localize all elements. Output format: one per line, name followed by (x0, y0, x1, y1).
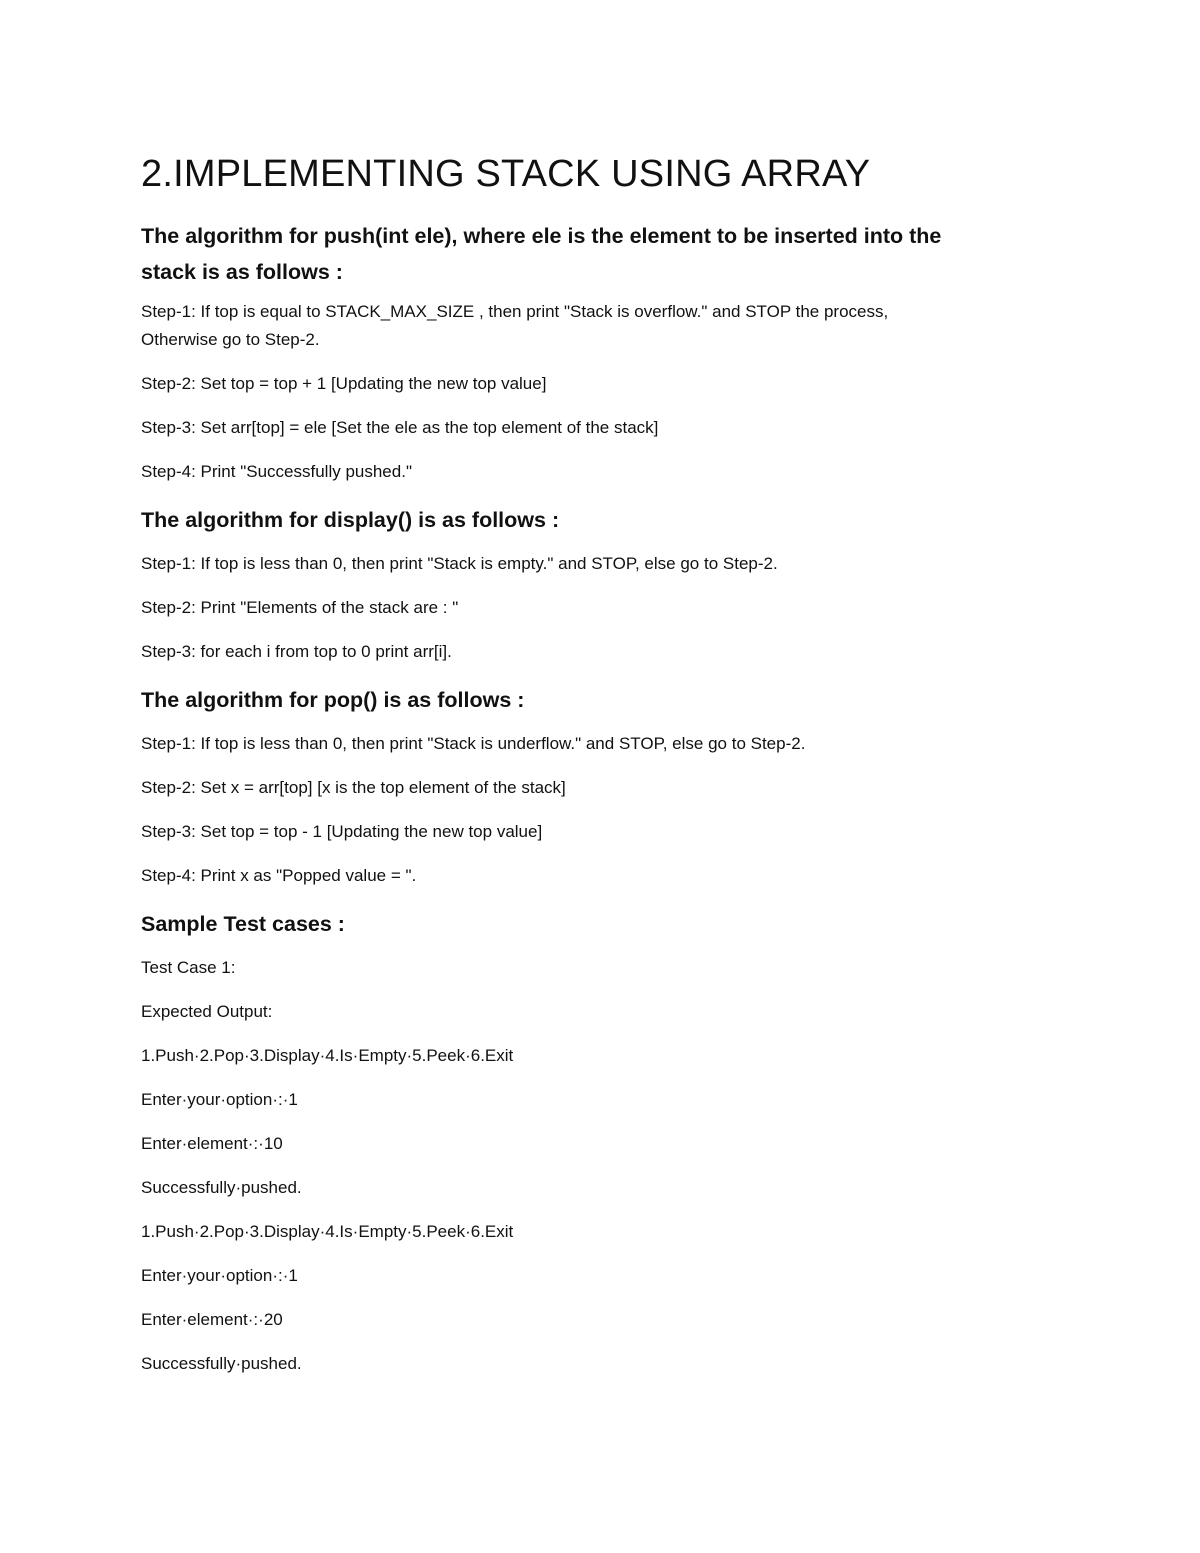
output-line: 1.Push·2.Pop·3.Display·4.Is·Empty·5.Peek·6.Exit (141, 1046, 514, 1065)
output-line: Enter·element·:·20 (141, 1310, 283, 1329)
document-body (141, 148, 1061, 1378)
pop-heading: The algorithm for pop() is as follows : (141, 688, 525, 712)
push-step-2: Step-2: Set top = top + 1 [Updating the new top value] (141, 374, 547, 393)
output-line: Successfully·pushed. (141, 1354, 302, 1373)
push-heading-line-1: The algorithm for push(int ele), where ele is the element to be inserted into the (141, 224, 942, 248)
output-line: Successfully·pushed. (141, 1178, 302, 1197)
push-section (141, 218, 1061, 486)
push-step-1-line-2: Otherwise go to Step-2. (141, 330, 320, 349)
output-line: Enter·element·:·10 (141, 1134, 283, 1153)
test-case-label: Test Case 1: (141, 958, 236, 977)
pop-step-4: Step-4: Print x as "Popped value = ". (141, 866, 417, 885)
push-step-3: Step-3: Set arr[top] = ele [Set the ele as the top element of the stack] (141, 418, 659, 437)
push-heading-line-2: stack is as follows : (141, 260, 343, 284)
push-heading (141, 218, 1061, 290)
page-title: 2.IMPLEMENTING STACK USING ARRAY (141, 153, 871, 195)
output-line: 1.Push·2.Pop·3.Display·4.Is·Empty·5.Peek·6.Exit (141, 1222, 514, 1241)
display-step-1: Step-1: If top is less than 0, then print "Stack is empty." and STOP, else go to Step-2. (141, 554, 778, 573)
push-step-1 (141, 298, 1061, 354)
test-cases-heading: Sample Test cases : (141, 912, 345, 936)
output-line: Enter·your·option·:·1 (141, 1090, 298, 1109)
display-section (141, 502, 1061, 666)
pop-step-3: Step-3: Set top = top - 1 [Updating the new top value] (141, 822, 543, 841)
pop-step-2: Step-2: Set x = arr[top] [x is the top element of the stack] (141, 778, 566, 797)
display-heading: The algorithm for display() is as follows : (141, 508, 560, 532)
push-step-1-line-1: Step-1: If top is equal to STACK_MAX_SIZE , then print "Stack is overflow." and STOP the process, (141, 302, 889, 321)
pop-step-1: Step-1: If top is less than 0, then print "Stack is underflow." and STOP, else go to Step-2. (141, 734, 806, 753)
expected-output-label: Expected Output: (141, 1002, 273, 1021)
test-cases-section (141, 906, 1061, 1378)
push-step-4: Step-4: Print "Successfully pushed." (141, 462, 412, 481)
pop-section (141, 682, 1061, 890)
output-line: Enter·your·option·:·1 (141, 1266, 298, 1285)
display-step-2: Step-2: Print "Elements of the stack are : " (141, 598, 459, 617)
display-step-3: Step-3: for each i from top to 0 print arr[i]. (141, 642, 452, 661)
